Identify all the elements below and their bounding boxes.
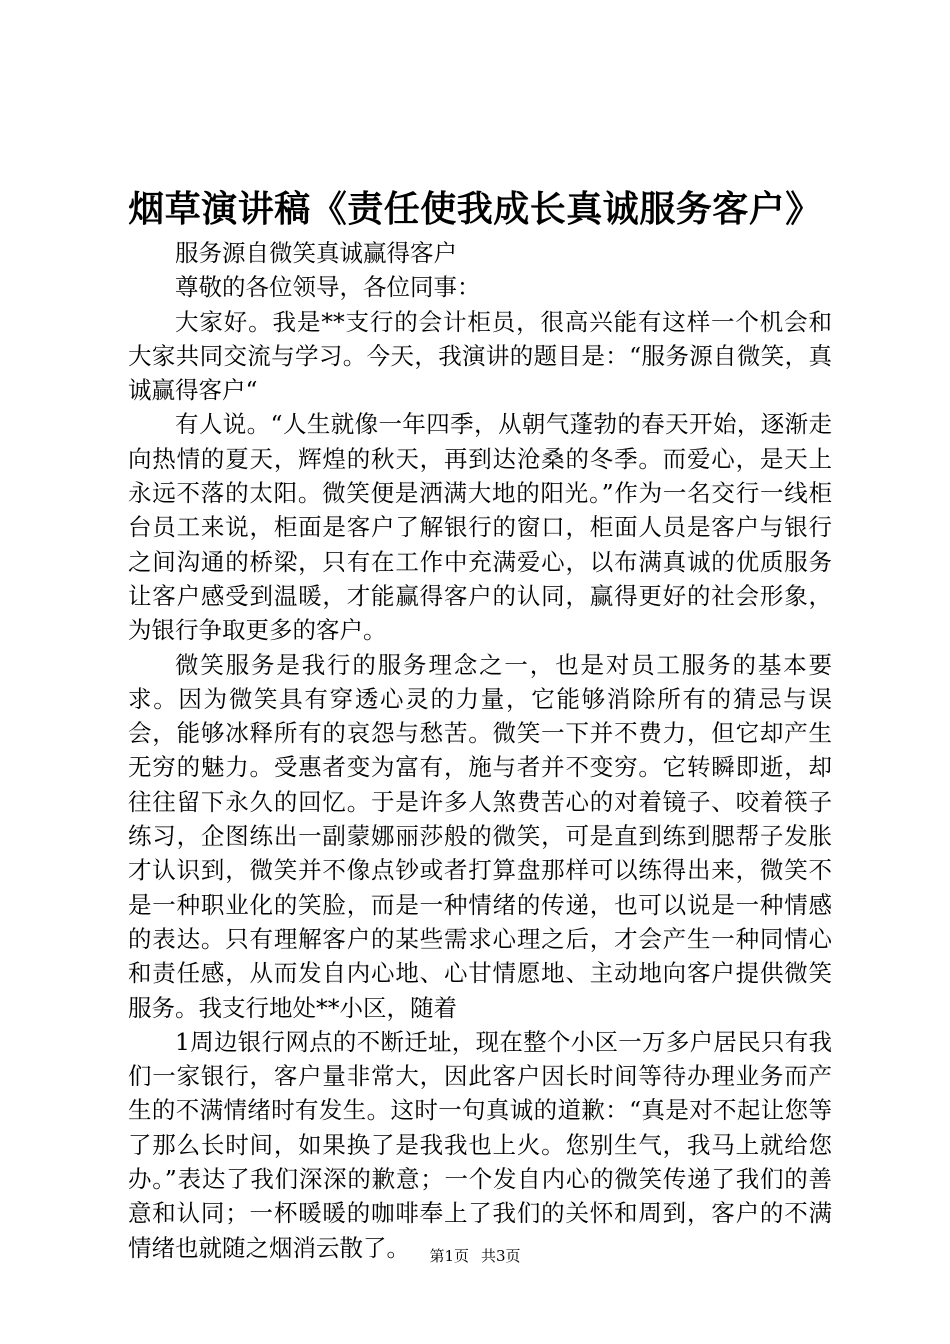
paragraph-body: 1周边银行网点的不断迁址，现在整个小区一万多户居民只有我们一家银行，客户量非常大，因此客户因长时间等待办理业务而产生的不满情绪时有发生。这时一句真诚的道歉：“真是对不起让您等了那么长时间，如果换了是我我也上火。您别生气，我马上就给您办。”表达了我们深深的歉意；一个发自内心的微笑传递了我们的善意和认同；一杯暖暖的咖啡奉上了我们的关怀和周到，客户的不满情绪也就随之烟消云散了。 bbox=[128, 1027, 832, 1262]
paragraph-intro: 大家好。我是**支行的会计柜员，很高兴能有这样一个机会和大家共同交流与学习。今天，我演讲的题目是：“服务源自微笑，真诚赢得客户“ bbox=[128, 307, 832, 405]
document-body bbox=[128, 236, 832, 1265]
page-footer bbox=[0, 1245, 950, 1266]
paragraph-salutation: 尊敬的各位领导，各位同事： bbox=[175, 273, 481, 302]
document-title: 烟草演讲稿《责任使我成长真诚服务客户》 bbox=[128, 188, 822, 230]
paragraph-body: 微笑服务是我行的服务理念之一，也是对员工服务的基本要求。因为微笑具有穿透心灵的力量，它能够消除所有的猜忌与误会，能够冰释所有的哀怨与愁苦。微笑一下并不费力，但它却产生无穷的魅力。受惠者变为富有，施与者并不变穷。它转瞬即逝，却往往留下永久的回忆。于是许多人煞费苦心的对着镜子、咬着筷子练习，企图练出一副蒙娜丽莎般的微笑，可是直到练到腮帮子发胀才认识到，微笑并不像点钞或者打算盘那样可以练得出来，微笑不是一种职业化的笑脸，而是一种情绪的传递，也可以说是一种情感的表达。只有理解客户的某些需求心理之后，才会产生一种同情心和责任感，从而发自内心地、心甘情愿地、主动地向客户提供微笑服务。我支行地处**小区，随着 bbox=[128, 650, 832, 1022]
page-number: 第1页 bbox=[429, 1247, 469, 1265]
paragraph-body: 有人说。“人生就像一年四季，从朝气蓬勃的春天开始，逐渐走向热情的夏天，辉煌的秋天，再到达沧桑的冬季。而爱心，是天上永远不落的太阳。微笑便是洒满大地的阳光。”作为一名交行一线柜台员工来说，柜面是客户了解银行的窗口，柜面人员是客户与银行之间沟通的桥梁，只有在工作中充满爱心，以布满真诚的优质服务让客户感受到温暖，才能赢得客户的认同，赢得更好的社会形象，为银行争取更多的客户。 bbox=[128, 410, 832, 645]
paragraph-subtitle: 服务源自微笑真诚赢得客户 bbox=[175, 239, 457, 267]
page-total: 共3页 bbox=[481, 1247, 521, 1265]
